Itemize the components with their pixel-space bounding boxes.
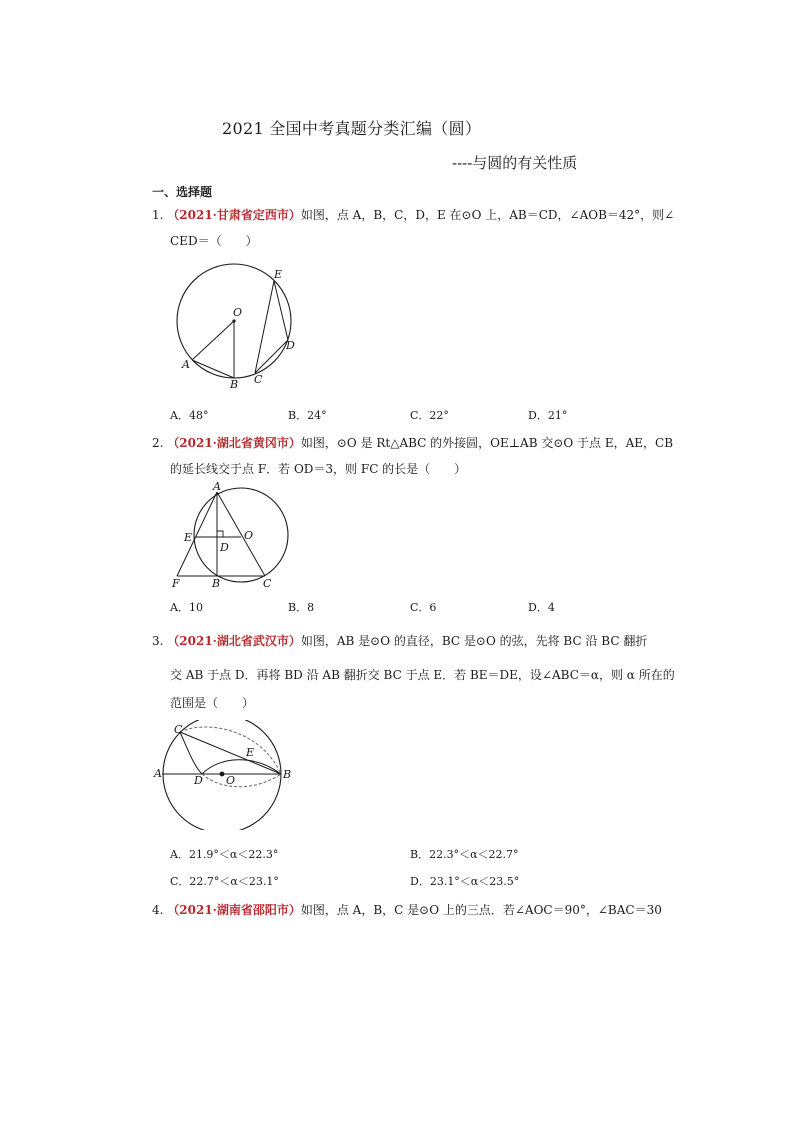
- question-source: （2021·湖北省武汉市）: [167, 634, 301, 648]
- question-text: 如图，⊙O 是 Rt△ABC 的外接圆，OE⊥AB 交⊙O 于点 E，AE，CB: [300, 436, 674, 450]
- option-a: A．48°: [170, 409, 209, 422]
- label-o: O: [226, 774, 236, 787]
- question-number: 2.: [152, 436, 164, 450]
- option-b: B．24°: [288, 409, 327, 422]
- label-b: B: [212, 577, 221, 590]
- segment-ec: [255, 281, 274, 373]
- center-point: [232, 319, 235, 322]
- question-3-line-1: [152, 632, 647, 649]
- folded-arc-cd: [180, 732, 202, 774]
- label-a: A: [182, 358, 190, 371]
- option-d: D．23.1°＜α＜23.5°: [410, 875, 520, 888]
- segment-ed: [274, 281, 288, 340]
- question-2-line-1: [152, 434, 673, 451]
- label-f: F: [172, 577, 180, 590]
- document-subtitle: ----与圆的有关性质: [452, 154, 578, 172]
- label-c: C: [254, 373, 263, 386]
- option-c: C．22°: [410, 409, 449, 422]
- chord-bc: [180, 732, 281, 774]
- question-text: 如图，点 A，B，C，D，E 在⊙O 上，AB＝CD，∠AOB＝42°，则∠: [300, 208, 675, 222]
- option-c: C．22.7°＜α＜23.1°: [170, 875, 279, 888]
- segment-af: [177, 492, 217, 576]
- question-source: （2021·湖南省邵阳市）: [167, 903, 301, 917]
- question-1-line-1: [152, 206, 674, 223]
- label-e: E: [246, 746, 255, 759]
- option-d: D．4: [528, 601, 555, 614]
- chord-ab: [192, 360, 234, 378]
- figure-circle-q1: [170, 262, 300, 390]
- chord-cd: [255, 340, 288, 373]
- label-e: E: [274, 268, 283, 281]
- segment-ac: [217, 492, 265, 576]
- question-3-line-2: 交 AB 于点 D．再将 BD 沿 AB 翻折交 BC 于点 E．若 BE＝DE，设∠ABC＝α，则 α 所在的: [170, 668, 675, 682]
- segment-oa: [192, 321, 234, 360]
- right-angle-mark: [217, 531, 223, 537]
- label-a: A: [213, 480, 221, 493]
- question-4-line-1: [152, 901, 662, 918]
- question-number: 4.: [152, 903, 164, 917]
- center-point: [220, 772, 225, 777]
- section-heading: 一、选择题: [152, 185, 213, 199]
- folded-arc-db: [202, 760, 281, 774]
- question-text: 如图，AB 是⊙O 的直径，BC 是⊙O 的弦，先将 BC 沿 BC 翻折: [300, 634, 648, 648]
- label-c: C: [174, 723, 183, 736]
- label-d: D: [194, 774, 203, 787]
- question-1-line-2: CED＝（ ）: [170, 234, 258, 248]
- label-c: C: [263, 577, 272, 590]
- dashed-arc-db: [202, 774, 281, 787]
- label-o: O: [233, 306, 243, 319]
- option-b: B．22.3°＜α＜22.7°: [410, 848, 519, 861]
- figure-fold-q3: [150, 720, 296, 830]
- option-a: A．21.9°＜α＜22.3°: [170, 848, 279, 861]
- question-text: 如图，点 A，B，C 是⊙O 上的三点．若∠AOC＝90°，∠BAC＝30: [300, 903, 662, 917]
- option-c: C．6: [410, 601, 437, 614]
- label-b: B: [283, 768, 292, 781]
- option-a: A．10: [170, 601, 203, 614]
- label-o: O: [244, 529, 254, 542]
- question-3-line-3: 范围是（ ）: [170, 696, 255, 710]
- question-number: 1.: [152, 208, 164, 222]
- question-source: （2021·湖北省黄冈市）: [167, 436, 301, 450]
- label-b: B: [230, 378, 239, 390]
- question-source: （2021·甘肃省定西市）: [167, 208, 301, 222]
- figure-triangle-q2: [168, 480, 294, 592]
- option-b: B．8: [288, 601, 315, 614]
- label-a: A: [154, 767, 162, 780]
- label-d: D: [286, 339, 295, 352]
- document-title: 2021 全国中考真题分类汇编（圆）: [222, 119, 482, 138]
- label-e: E: [184, 531, 193, 544]
- label-d: D: [220, 541, 229, 554]
- question-number: 3.: [152, 634, 164, 648]
- question-2-line-2: 的延长线交于点 F．若 OD＝3，则 FC 的长是（ ）: [170, 462, 467, 476]
- option-d: D．21°: [528, 409, 568, 422]
